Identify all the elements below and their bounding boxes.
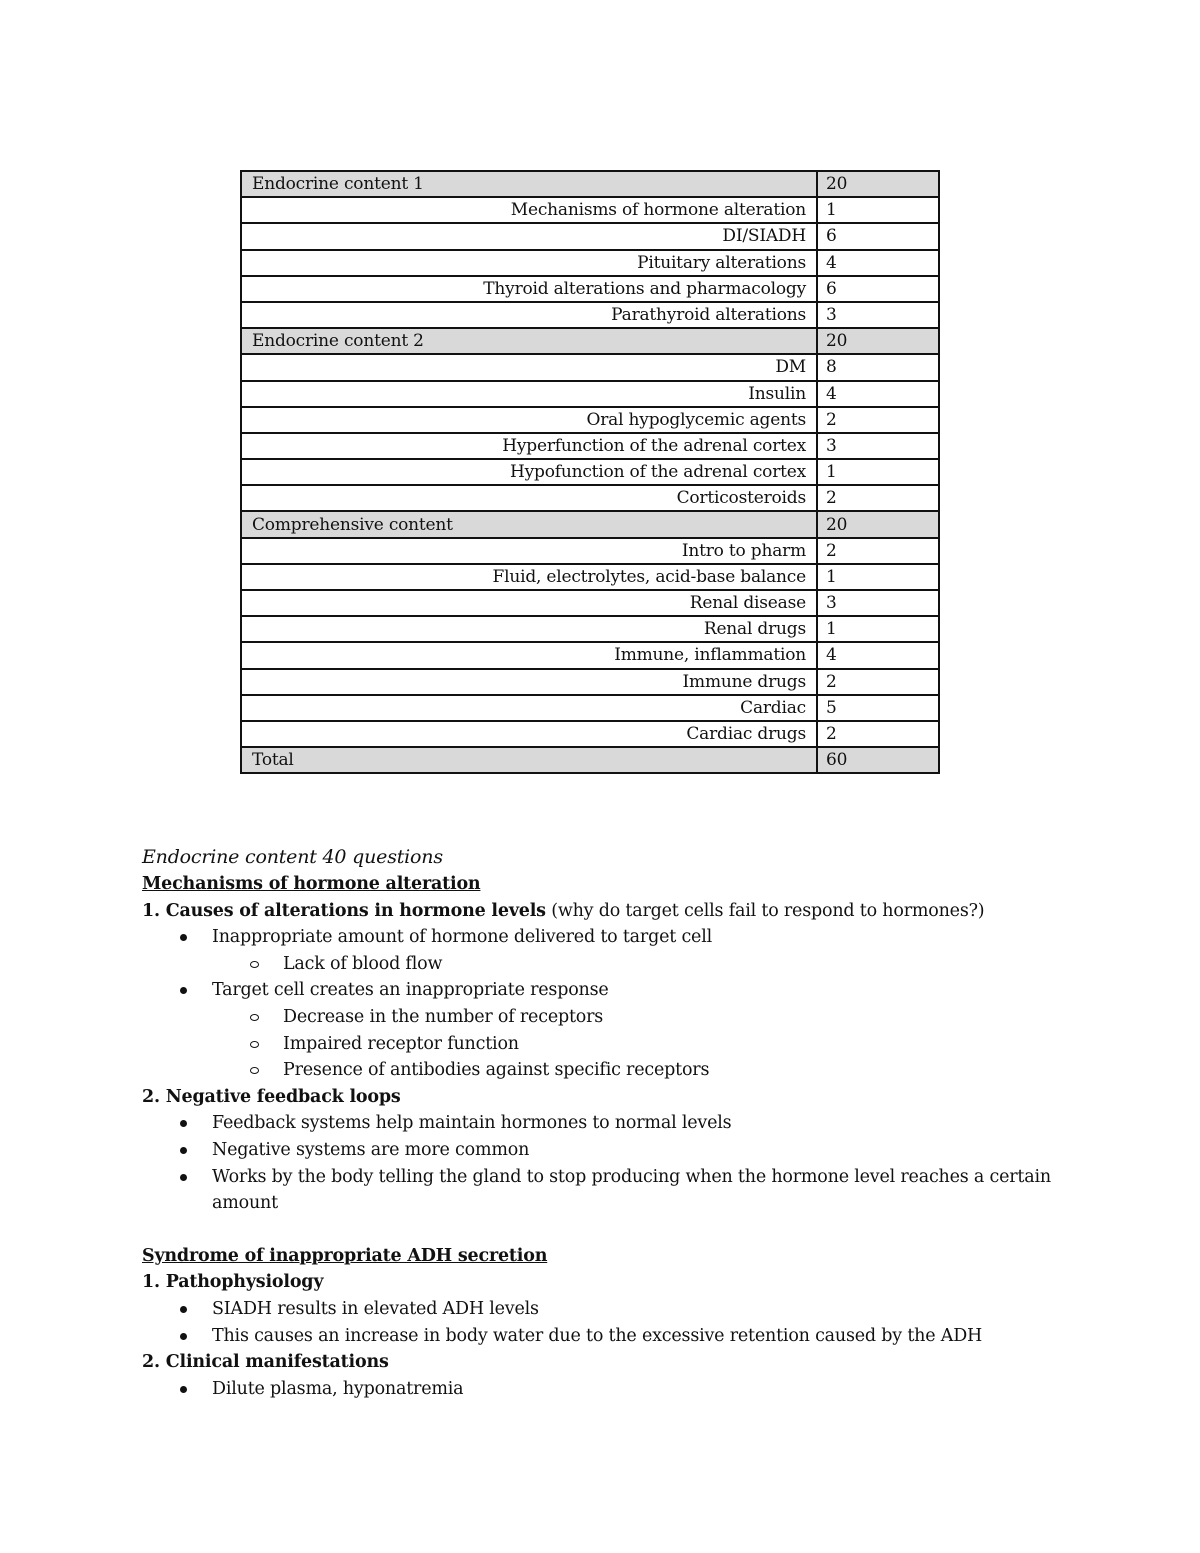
mechanisms-point-2-list [142,1110,1072,1216]
table-row [241,642,939,668]
question-count-cell: 8 [817,354,939,380]
list-item: Lack of blood flow [142,951,1072,978]
topic-cell: Immune, inflammation [241,642,817,668]
list-item: SIADH results in elevated ADH levels [142,1296,1072,1323]
table-section-row [241,511,939,537]
question-count-cell: 2 [817,721,939,747]
topic-cell: Renal disease [241,590,817,616]
topic-cell: Hyperfunction of the adrenal cortex [241,433,817,459]
topic-cell: Cardiac [241,695,817,721]
table-row [241,590,939,616]
question-count-cell: 2 [817,538,939,564]
question-count-cell: 3 [817,433,939,459]
table-section-row [241,328,939,354]
list-item: Negative systems are more common [142,1137,1072,1164]
table-row [241,250,939,276]
spacer [142,1217,1072,1243]
table-row [241,721,939,747]
siadh-point-1-list [142,1296,1072,1349]
question-count-cell: 20 [817,171,939,197]
topic-cell: Hypofunction of the adrenal cortex [241,459,817,485]
topic-cell: DI/SIADH [241,223,817,249]
table-row [241,616,939,642]
siadh-point-2: 2. Clinical manifestations [142,1352,389,1373]
question-count-cell: 20 [817,511,939,537]
table-row [241,407,939,433]
mechanisms-point-2: 2. Negative feedback loops [142,1086,401,1107]
table-section-row [241,171,939,197]
mechanisms-heading: Mechanisms of hormone alteration [142,874,481,894]
topic-cell: Endocrine content 1 [241,171,817,197]
topic-cell: Corticosteroids [241,485,817,511]
question-count-cell: 60 [817,747,939,773]
list-item: Dilute plasma, hyponatremia [142,1376,1072,1403]
topic-cell: Immune drugs [241,669,817,695]
topic-cell: Oral hypoglycemic agents [241,407,817,433]
table-row [241,354,939,380]
topic-cell: Total [241,747,817,773]
question-count-cell: 20 [817,328,939,354]
list-item: Presence of antibodies against specific receptors [142,1057,1072,1084]
table-row [241,459,939,485]
table-row [241,669,939,695]
topic-cell: Fluid, electrolytes, acid-base balance [241,564,817,590]
question-count-cell: 1 [817,459,939,485]
table-section-row [241,747,939,773]
list-item: Inappropriate amount of hormone delivered to target cell [142,924,1072,951]
topic-cell: Insulin [241,381,817,407]
topic-cell: Cardiac drugs [241,721,817,747]
topic-cell: Endocrine content 2 [241,328,817,354]
list-item: Works by the body telling the gland to stop producing when the hormone level reaches a certain amount [142,1164,1072,1217]
question-count-cell: 4 [817,250,939,276]
question-count-cell: 2 [817,485,939,511]
table-row [241,197,939,223]
table-row [241,538,939,564]
topic-cell: Renal drugs [241,616,817,642]
list-item: Feedback systems help maintain hormones to normal levels [142,1110,1072,1137]
question-count-cell: 5 [817,695,939,721]
table-row [241,433,939,459]
question-count-cell: 6 [817,223,939,249]
table-row [241,564,939,590]
table-row [241,276,939,302]
table-body [241,171,939,773]
topic-cell: Thyroid alterations and pharmacology [241,276,817,302]
question-count-cell: 4 [817,381,939,407]
table-row [241,381,939,407]
section-intro: Endocrine content 40 questions [142,846,443,868]
question-count-cell: 3 [817,590,939,616]
list-item: Decrease in the number of receptors [142,1004,1072,1031]
question-count-cell: 3 [817,302,939,328]
siadh-point-2-list [142,1376,1072,1403]
question-count-cell: 4 [817,642,939,668]
list-item: This causes an increase in body water due to the excessive retention caused by the ADH [142,1323,1072,1350]
topic-cell: Parathyroid alterations [241,302,817,328]
question-count-cell: 2 [817,407,939,433]
question-count-cell: 2 [817,669,939,695]
list-item: Impaired receptor function [142,1031,1072,1058]
topic-cell: DM [241,354,817,380]
topic-cell: Comprehensive content [241,511,817,537]
question-count-cell: 1 [817,616,939,642]
table-row [241,302,939,328]
list-item: Target cell creates an inappropriate response [142,977,1072,1004]
point-1-question: (why do target cells fail to respond to hormones?) [545,900,985,921]
topic-cell: Pituitary alterations [241,250,817,276]
topic-cell: Intro to pharm [241,538,817,564]
mechanisms-point-1-list [142,924,1072,1084]
question-count-cell: 1 [817,197,939,223]
question-count-cell: 6 [817,276,939,302]
table-row [241,223,939,249]
table-row [241,485,939,511]
table-row [241,695,939,721]
topic-cell: Mechanisms of hormone alteration [241,197,817,223]
question-distribution-table [240,170,940,774]
siadh-heading: Syndrome of inappropriate ADH secretion [142,1245,548,1266]
question-count-cell: 1 [817,564,939,590]
study-notes [142,843,1072,1402]
point-1-title: 1. Causes of alterations in hormone levels [142,900,546,921]
siadh-point-1: 1. Pathophysiology [142,1272,324,1293]
mechanisms-point-1 [142,898,1072,925]
